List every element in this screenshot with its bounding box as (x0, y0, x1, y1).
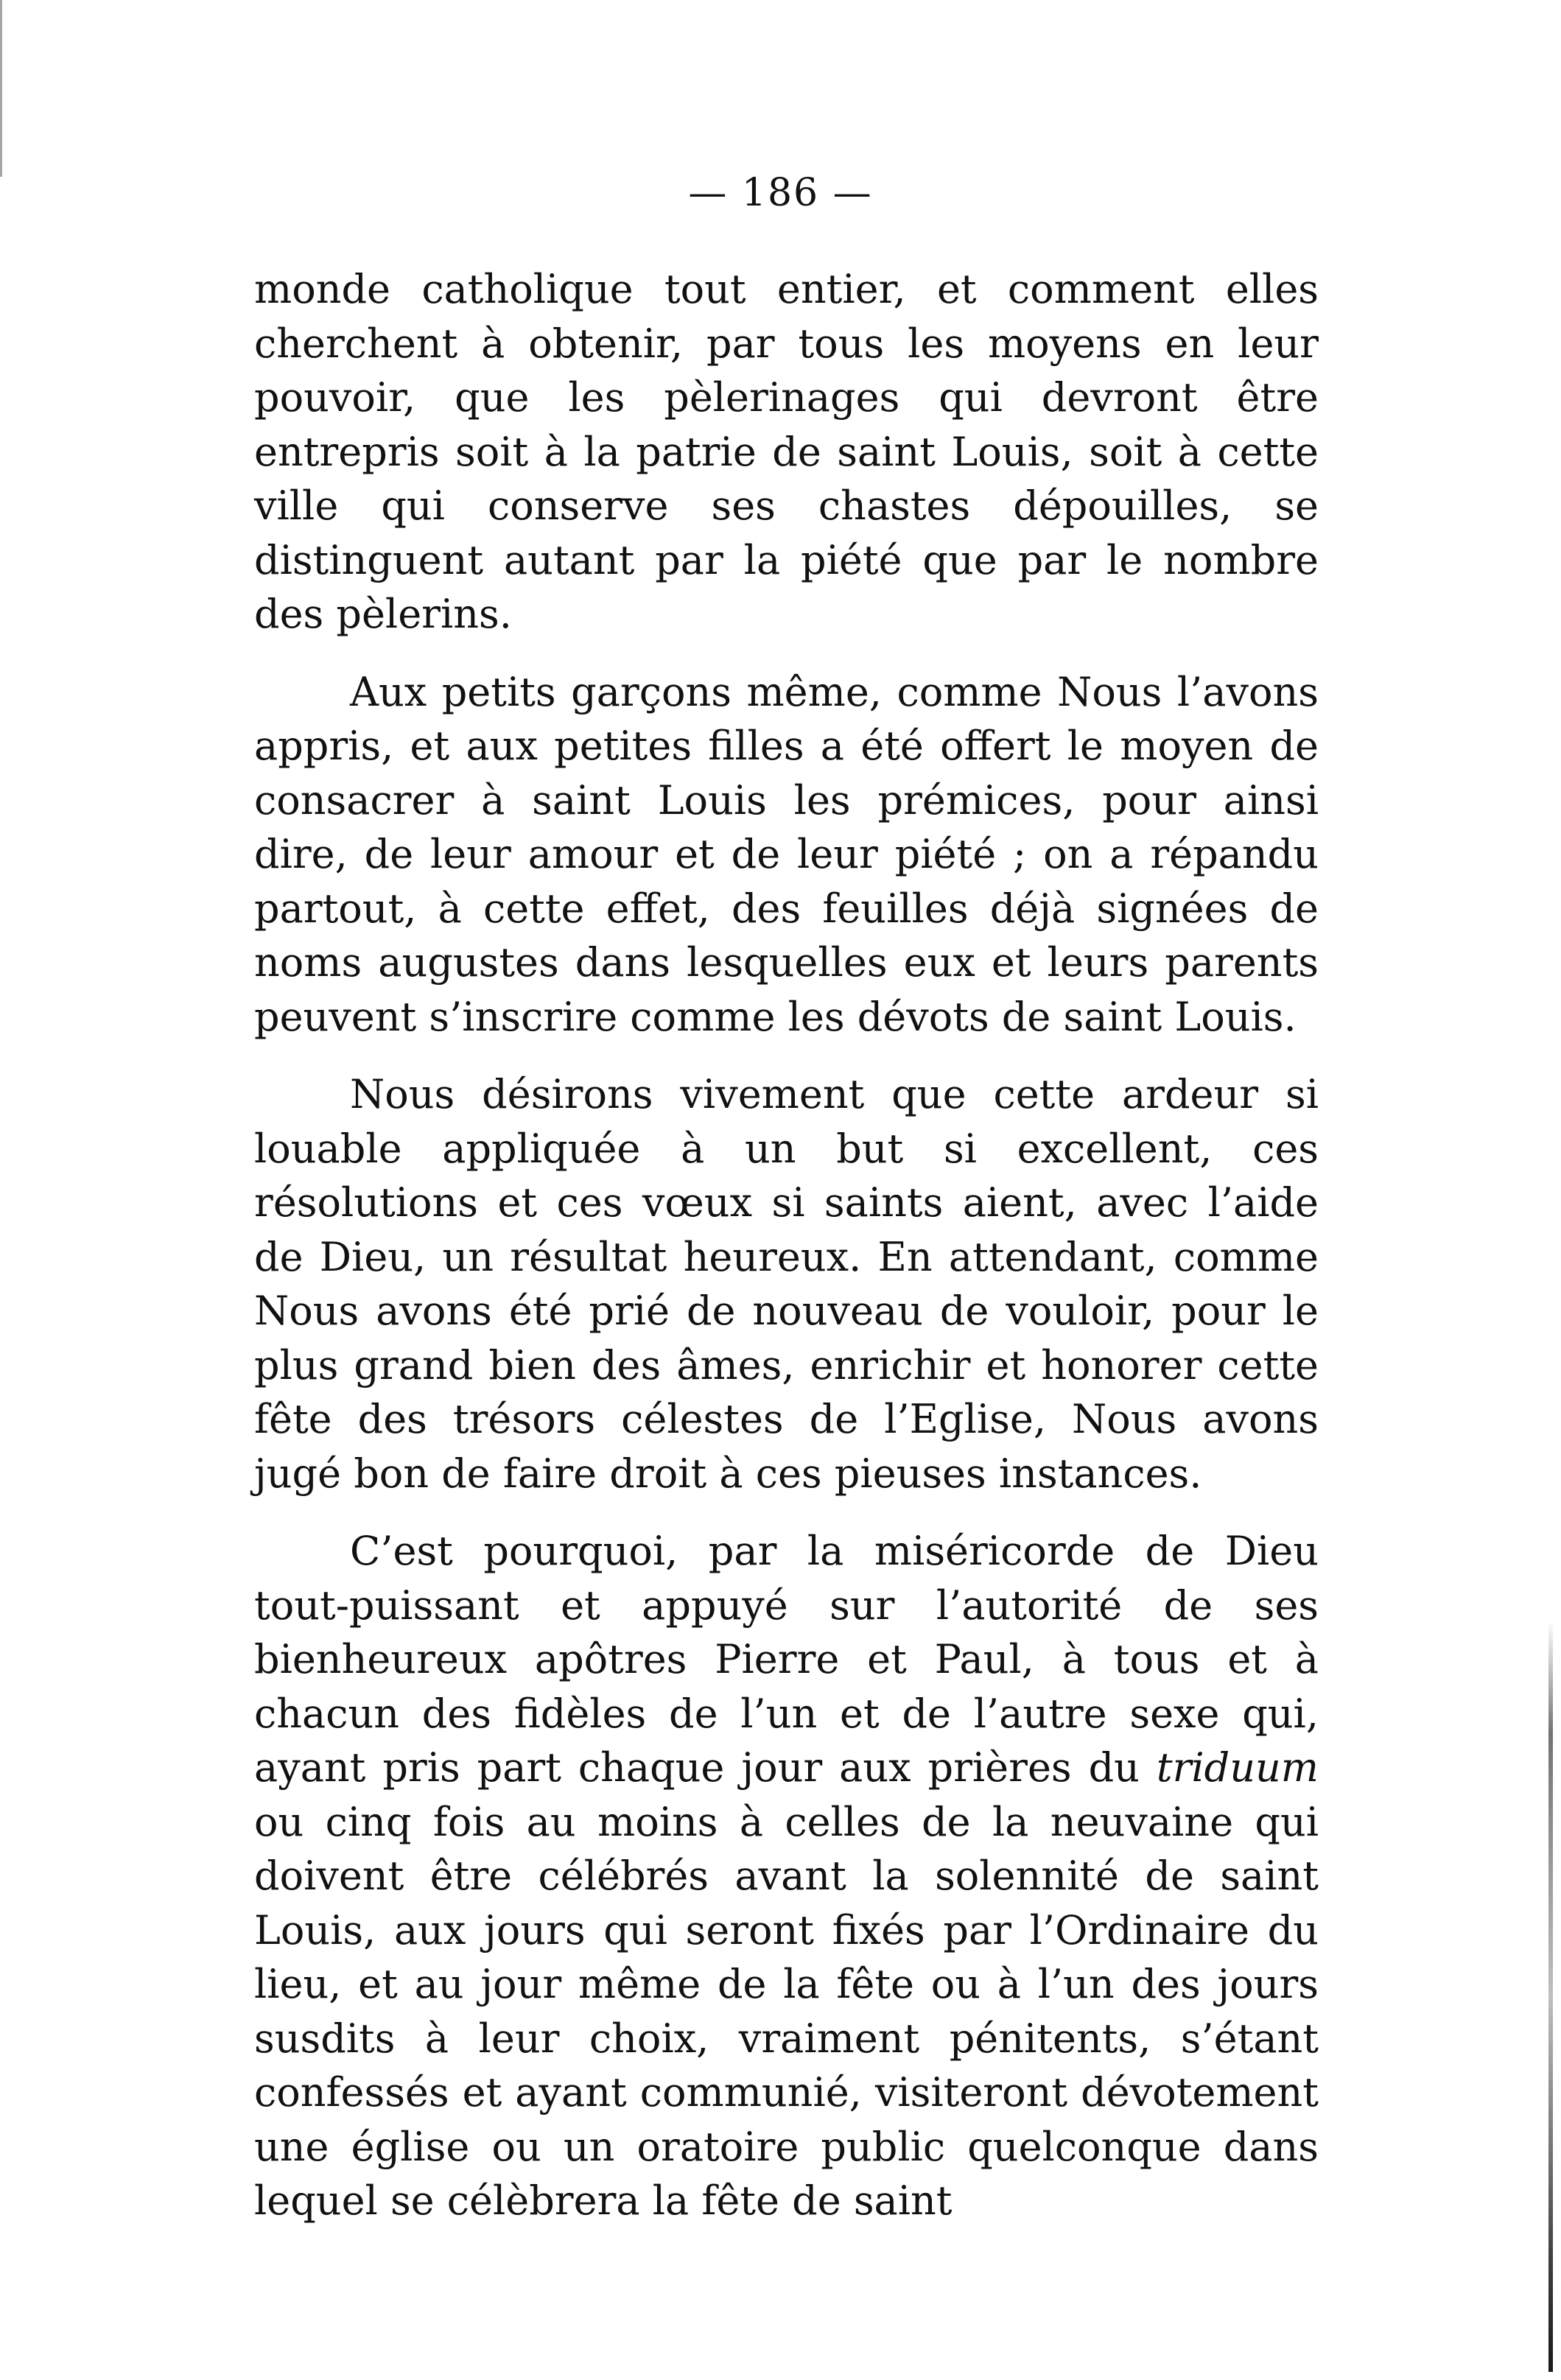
paragraph-3-text: Nous désirons vivement que cette ardeur si louable appliquée à un but si excellent, ces résolutions et ces vœux si saints aient, avec l’aide de Dieu, un résultat heureux. En attendant, comme Nous avons été prié de nouveau de vouloir, pour le plus grand bien des âmes, enrichir et honorer cette fête des trésors célestes de l’Eglise, Nous avons jugé bon de faire droit à ces pieuses instances. (254, 1071, 1319, 1497)
paragraph-4-italic-term: triduum (1156, 1744, 1319, 1791)
paragraph-2-text: Aux petits garçons même, comme Nous l’avons appris, et aux petites filles a été offert le moyen de consacrer à saint Louis les prémices, pour ainsi dire, de leur amour et de leur piété ; on a répandu partout, à cette effet, des feuilles déjà signées de noms augustes dans lesquelles eux et leurs parents peuvent s’inscrire comme les dévots de saint Louis. (254, 668, 1319, 1040)
paragraph-4 (254, 1524, 1319, 2228)
paragraph-3 (254, 1067, 1319, 1500)
scan-edge-artifact-right (1548, 1621, 1553, 2372)
scan-edge-artifact-left (0, 0, 2, 177)
paragraph-4-text-b: ou cinq fois au moins à celles de la neuvaine qui doivent être célébrés avant la solennité de saint Louis, aux jours qui seront fixés par l’Ordinaire du lieu, et au jour même de la fête ou à l’un des jours susdits à leur choix, vraiment pénitents, s’étant confessés et ayant communié, visiteront dévotement une église ou un oratoire public quelconque dans lequel se célèbrera la fête de saint (254, 1798, 1319, 2224)
paragraph-4-text-a: C’est pourquoi, par la miséricorde de Dieu tout-puissant et appuyé sur l’autorité de ses bienheureux apôtres Pierre et Paul, à tous et à chacun des fidèles de l’un et de l’autre sexe qui, ayant pris part chaque jour aux prières du (254, 1528, 1319, 1791)
page-number: — 186 — (688, 171, 873, 215)
body-text (254, 262, 1319, 2228)
paragraph-2 (254, 665, 1319, 1045)
paragraph-1 (254, 262, 1319, 642)
paragraph-1-text: monde catholique tout entier, et comment elles cherchent à obtenir, par tous les moyens en leur pouvoir, que les pèlerinages qui devront être entrepris soit à la patrie de saint Louis, soit à cette ville qui conserve ses chastes dépouilles, se distinguent autant par la piété que par le nombre des pèlerins. (254, 266, 1319, 637)
